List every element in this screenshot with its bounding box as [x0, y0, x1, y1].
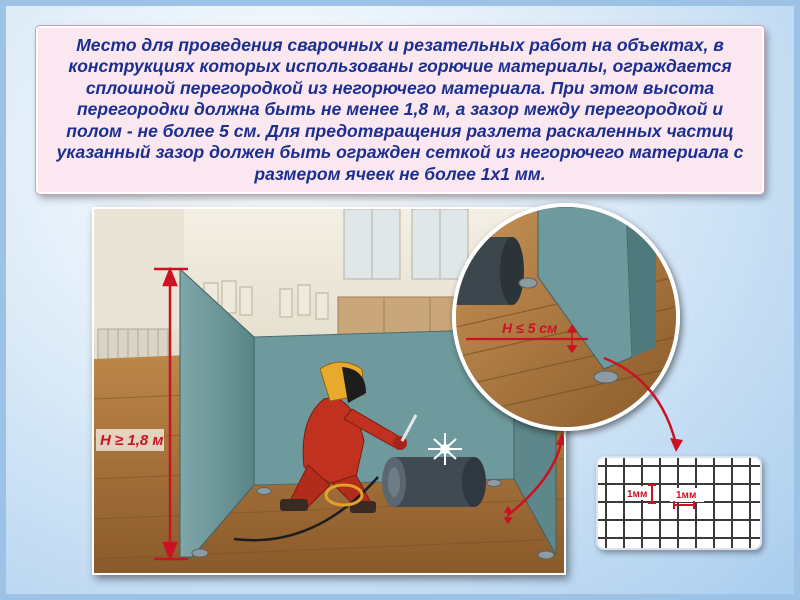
- partition-foot: [594, 371, 618, 383]
- gap-label: H ≤ 5 см: [502, 320, 558, 336]
- height-label: H ≥ 1,8 м: [100, 432, 164, 449]
- partition-foot: [192, 549, 208, 557]
- mesh-detail-panel: [596, 456, 762, 550]
- cylinder-workpiece: [382, 457, 486, 507]
- mesh-cell-width-label: 1мм: [676, 490, 697, 501]
- mesh-cell-height-label: 1мм: [627, 489, 648, 500]
- gap-zoom-circle: [452, 203, 680, 431]
- description-panel: [36, 26, 764, 194]
- description-text: Место для проведения сварочных и резательных работ на объектах, в конструкциях которых использованы горючие материалы, ограждается сплошной перегородкой из негорючего материала. При этом высота перегородки должна быть не менее 1,8 м, а зазор между перегородкой и полом - не более 5 см. Для предотвращения разлета раскаленных частиц указанный зазор должен быть огражден сеткой из негорючего материала с размером ячеек не более 1х1 мм.: [56, 34, 744, 184]
